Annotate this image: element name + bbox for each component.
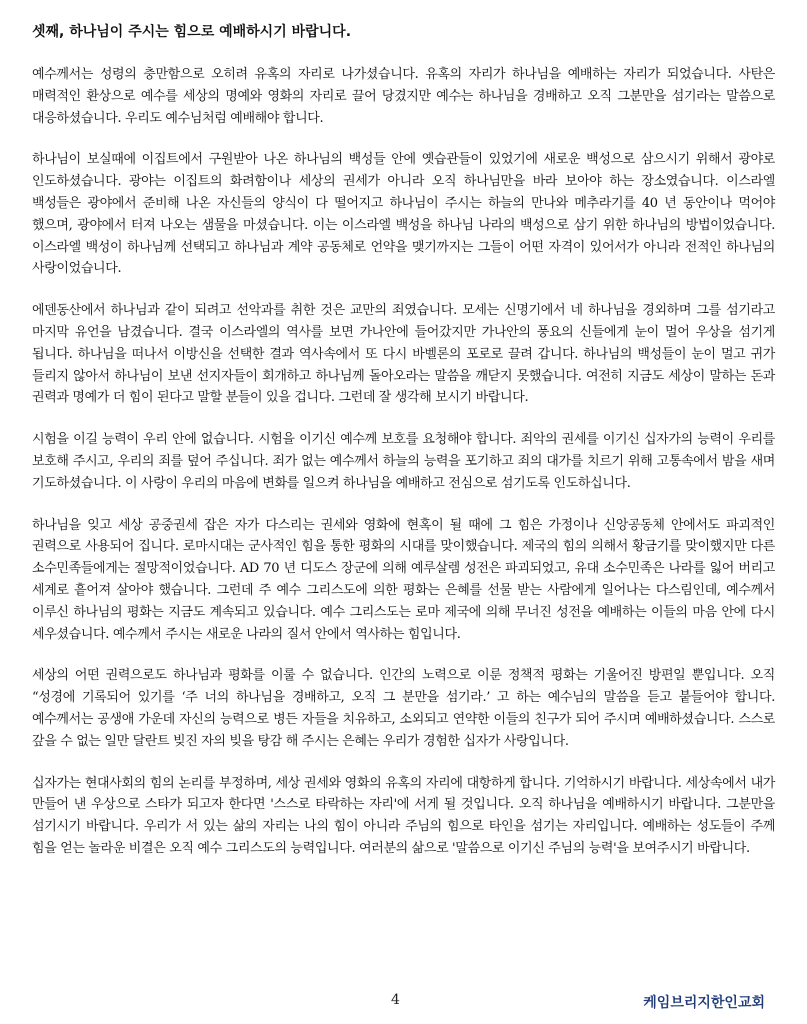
paragraph: 시험을 이길 능력이 우리 안에 없습니다. 시험을 이기신 예수께 보호를 요청해야 합니다. 죄악의 권세를 이기신 십자가의 능력이 우리를 보호해 주시고, 우리의 죄를 덮어 주십니다. 죄가 없는 예수께서 하늘의 능력을 포기하고 죄의 대가를 치르기 위해 고통속에서 밤을 새며 기도하셨습니다. 이 사랑이 우리의 마음에 변화를 일으켜 하나님을 예배하고 전심으로 섬기도록 인도하십니다. xyxy=(32,432,775,491)
paragraph: 하나님이 보실때에 이집트에서 구원받아 나온 하나님의 백성들 안에 옛습관들이 있었기에 새로운 백성으로 삼으시기 위해서 광야로 인도하셨습니다. 광야는 이집트의 화려함이나 세상의 권세가 아니라 오직 하나님만을 바라 보아야 하는 장소였습니다. 이스라엘 백성들은 광야에서 준비해 나온 자신들의 양식이 다 떨어지고 하나님이 주시는 하늘의 만나와 메추라기를 40 년 동안이나 먹어야 했으며, 광야에서 터져 나오는 샘물을 마셨습니다. 이는 이스라엘 백성을 하나님 나라의 백성으로 삼기 위한 하나님의 방법이었습니다. 이스라엘 백성이 하나님께 선택되고 하나님과 계약 공동체로 언약을 맺기까지는 그들이 어떤 자격이 있어서가 아니라 전적인 하나님의 사랑이었습니다. xyxy=(32,152,775,277)
paragraph: 에덴동산에서 하나님과 같이 되려고 선악과를 취한 것은 교만의 죄였습니다. 모세는 신명기에서 네 하나님을 경외하며 그를 섬기라고 마지막 유언을 남겼습니다. 결국 이스라엘의 역사를 보면 가나안에 들어갔지만 가나안의 풍요의 신들에게 눈이 멀어 우상을 섬기게 됩니다. 하나님을 떠나서 이방신을 선택한 결과 역사속에서 또 다시 바벨론의 포로로 끌려 갑니다. 하나님의 백성들이 눈이 멀고 귀가 들리지 않아서 하나님이 보낸 선지자들이 회개하고 하나님께 돌아오라는 말씀을 깨닫지 못했습니다. 여전히 지금도 세상이 말하는 돈과 권력과 명예가 더 힘이 된다고 말할 분들이 있을 겁니다. 그런데 잘 생각해 보시기 바랍니다. xyxy=(32,303,775,406)
page-footer xyxy=(0,992,807,1014)
paragraph: 예수께서는 성령의 충만함으로 오히려 유혹의 자리로 나가셨습니다. 유혹의 자리가 하나님을 예배하는 자리가 되었습니다. 사탄은 매력적인 환상으로 예수를 세상의 명예와 영화의 자리로 끌어 당겼지만 예수는 하나님을 경배하고 오직 그분만을 섬기라는 말씀으로 대응하셨습니다. 우리도 예수님처럼 예배해야 합니다. xyxy=(32,67,775,126)
page-number: 4 xyxy=(391,992,400,1008)
church-name: 케임브리지한인교회 xyxy=(643,995,765,1011)
section-heading: 셋째, 하나님이 주시는 힘으로 예배하시기 바랍니다. xyxy=(32,24,352,40)
document-page xyxy=(32,22,775,880)
paragraph: 십자가는 현대사회의 힘의 논리를 부정하며, 세상 권세와 영화의 유혹의 자리에 대항하게 합니다. 기억하시기 바랍니다. 세상속에서 내가 만들어 낸 우상으로 스타가 되고자 한다면 '스스로 타락하는 자리'에 서게 될 것입니다. 오직 하나님을 예배하시기 바랍니다. 그분만을 섬기시기 바랍니다. 우리가 서 있는 삶의 자리는 나의 힘이 아니라 주님의 힘으로 타인을 섬기는 자리입니다. 예배하는 성도들이 주께 힘을 얻는 놀라운 비결은 오직 예수 그리스도의 능력입니다. 여러분의 삶으로 '말씀으로 이기신 주님의 능력'을 보여주시기 바랍니다. xyxy=(32,775,775,856)
paragraph: 하나님을 잊고 세상 공중권세 잡은 자가 다스리는 권세와 영화에 현혹이 될 때에 그 힘은 가정이나 신앙공동체 안에서도 파괴적인 권력으로 사용되어 집니다. 로마시대는 군사적인 힘을 통한 평화의 시대를 맞이했습니다. 제국의 힘의 의해서 황금기를 맞이했지만 다른 소수민족들에게는 절망적이었습니다. AD 70 년 디도스 장군에 의해 예루살렘 성전은 파괴되었고, 유대 소수민족은 나라를 잃어 버리고 세계로 흩어져 살아야 했습니다. 그런데 주 예수 그리스도에 의한 평화는 은혜를 선물 받는 사람에게 일어나는 다스림인데, 예수께서 이루신 하나님의 평화는 지금도 계속되고 있습니다. 예수 그리스도는 로마 제국에 의해 무너진 성전을 예배하는 이들의 마음 안에 다시 세우셨습니다. 예수께서 주시는 새로운 나라의 질서 안에서 역사하는 힘입니다. xyxy=(32,517,775,642)
paragraph: 세상의 어떤 권력으로도 하나님과 평화를 이룰 수 없습니다. 인간의 노력으로 이룬 정책적 평화는 기울어진 방편일 뿐입니다. 오직 “성경에 기록되어 있기를 ‘주 너의 하나님을 경배하고, 오직 그 분만을 섬기라.’ 고 하는 예수님의 말씀을 듣고 붙들어야 합니다. 예수께서는 공생애 가운데 자신의 능력으로 병든 자들을 치유하고, 소외되고 연약한 이들의 친구가 되어 주시며 예배하셨습니다. 스스로 갚을 수 없는 일만 달란트 빚진 자의 빚을 탕감 해 주시는 은혜는 우리가 경험한 십자가 사랑입니다. xyxy=(32,668,775,749)
